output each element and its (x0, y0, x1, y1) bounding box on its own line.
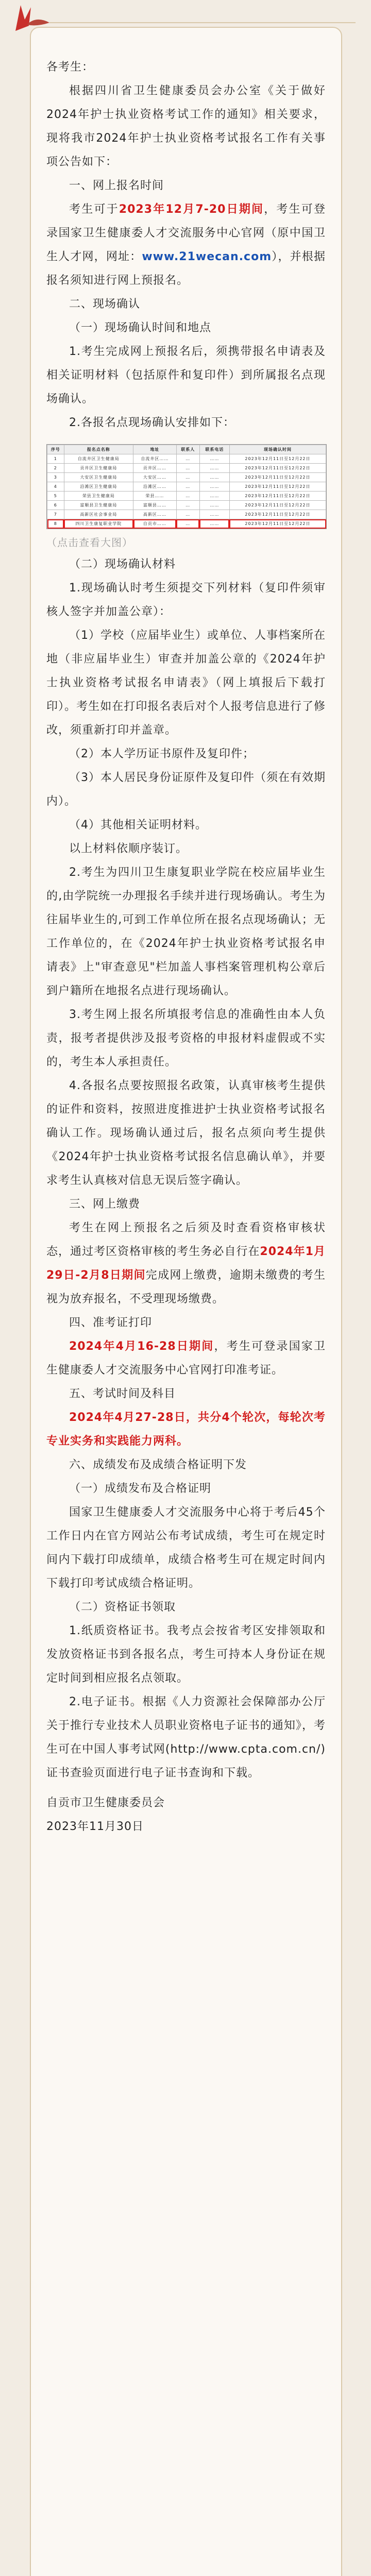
table-cell: 7 (47, 510, 64, 519)
table-cell: 沿滩区…… (133, 482, 177, 492)
section3-body (46, 1216, 326, 1311)
table-cell: …… (199, 454, 229, 464)
table-cell: … (176, 501, 199, 510)
table-row (47, 473, 326, 482)
table-header-cell: 序号 (47, 445, 64, 454)
section4-body (46, 1335, 326, 1382)
text: ，考生可登录国家卫生健康委人才交流服务中心官网（原中国卫生人才网，网址： (46, 203, 326, 263)
table-cell: 6 (47, 501, 64, 510)
text: 完成网上缴费，逾期未缴费的考生视为放弃报名，不受理现场缴费。 (46, 1269, 326, 1306)
section2-2-para1: 1.现场确认时考生须提交下列材料（复印件须审核人签字并加盖公章）： (46, 582, 326, 618)
section2-2-para8: 3.考生网上报名所填报考信息的准确性由本人负责，报考者提供涉及报考资格的申报材料虚假或不实的，考生本人承担责任。 (46, 1008, 326, 1069)
section6-2-title: （二）资格证书领取 (69, 1601, 176, 1614)
table-row (47, 454, 326, 464)
table-cell: … (176, 519, 199, 529)
signature-org: 自贡市卫生健康委员会 (46, 1797, 165, 1809)
salutation: 各考生： (46, 61, 94, 74)
section2-2-title: （二）现场确认材料 (69, 558, 176, 571)
table-header-cell: 地址 (133, 445, 177, 454)
table-cell: 自流井区卫生健康局 (64, 454, 133, 464)
table-cell: … (176, 464, 199, 473)
notice-content (46, 56, 326, 1839)
table-cell: 荣县卫生健康局 (64, 492, 133, 501)
table-cell: 5 (47, 492, 64, 501)
admission-ticket-date: 2024年4月16-28日期间 (69, 1340, 214, 1353)
table-cell: …… (199, 473, 229, 482)
section1-body (46, 198, 326, 293)
table-cell: 贡井区卫生健康局 (64, 464, 133, 473)
section2-1-para1: 1.考生完成网上预报名后，须携带报名申请表及相关证明材料（包括原件和复印件）到所属报名点现场确认。 (46, 345, 326, 405)
table-cell: 自流井区…… (133, 454, 177, 464)
table-cell: 2023年12月11日至12月22日 (229, 482, 326, 492)
table-cell: …… (199, 464, 229, 473)
registration-date: 2023年12月7-20日期间 (119, 203, 264, 216)
table-cell: 2023年12月11日至12月22日 (229, 492, 326, 501)
section5-body: 2024年4月27-28日，共分4个轮次，每轮次考专业实务和实践能力两科。 (46, 1411, 326, 1448)
table-row (47, 482, 326, 492)
table-cell: 2023年12月11日至12月22日 (229, 454, 326, 464)
table-header-cell: 报名点名称 (64, 445, 133, 454)
table-header-row (47, 445, 326, 454)
section2-2-para4: （3）本人居民身份证原件及复印件（须在有效期内）。 (46, 771, 326, 808)
table-cell: …… (199, 501, 229, 510)
table-cell: 富顺县…… (133, 501, 177, 510)
signature-date: 2023年11月30日 (46, 1820, 144, 1833)
table-cell: 2023年12月11日至12月22日 (229, 501, 326, 510)
section4-title: 四、准考证打印 (69, 1316, 153, 1329)
section2-2-para2: （1）学校（应届毕业生）或单位、人事档案所在地（非应届毕业生）审查并加盖公章的《2024年护士执业资格考试报名申请表》（网上填报后下载打印）。考生如在打印报名表后对个人报考信息进行了修改，须重新打印并盖章。 (46, 629, 326, 737)
table-cell: 大安区…… (133, 473, 177, 482)
table-row (47, 501, 326, 510)
section6-2-para1: 1.纸质资格证书。我考点会按省考区安排领取和发放资格证书到各报名点，考生可持本人身份证在规定时间到相应报名点领取。 (46, 1624, 326, 1685)
table-cell: …… (199, 482, 229, 492)
table-cell: 3 (47, 473, 64, 482)
section3-title: 三、网上缴费 (69, 1198, 141, 1211)
section6-title: 六、成绩发布及成绩合格证明下发 (69, 1459, 247, 1471)
table-body (47, 454, 326, 529)
table-cell: 4 (47, 482, 64, 492)
section2-2-para3: （2）本人学历证书原件及复印件； (69, 748, 255, 760)
table-row (47, 510, 326, 519)
table-row (47, 464, 326, 473)
section2-2-para6: 以上材料依顺序装订。 (69, 842, 188, 855)
table-cell: …… (199, 519, 229, 529)
section2-2-para7: 2.考生为四川卫生康复职业学院在校应届毕业生的,由学院统一办理报名手续并进行现场确认。考生为往届毕业生的,可到工作单位所在报名点现场确认；无工作单位的，在《2024年护士执业资格考试报名申请表》上"审查意见"栏加盖人事档案管理机构公章后到户籍所在地报名点进行现场确认。 (46, 866, 326, 997)
section2-title: 二、现场确认 (69, 298, 141, 311)
table-cell: 大安区卫生健康局 (64, 473, 133, 482)
table-cell: 高新区…… (133, 510, 177, 519)
section6-1-body: 国家卫生健康委人才交流服务中心将于考后45个工作日内在官方网站公布考试成绩，考生可在规定时间内下载打印成绩单，成绩合格考生可在规定时间内下载打印考试成绩合格证明。 (46, 1506, 326, 1590)
intro-paragraph: 根据四川省卫生健康委员会办公室《关于做好2024年护士执业资格考试工作的通知》相关要求，现将我市2024年护士执业资格考试报名工作有关事项公告如下： (46, 84, 326, 168)
table-cell: … (176, 473, 199, 482)
table-cell: 2 (47, 464, 64, 473)
text: 考生可于 (69, 203, 119, 216)
text: ），并根据报名须知进行网上预报名。 (46, 250, 326, 287)
table-caption[interactable]: （点击查看大图） (46, 536, 133, 549)
table-cell: 2023年12月11日至12月22日 (229, 464, 326, 473)
table-cell: 2023年12月11日至12月22日 (229, 473, 326, 482)
text: 考生在网上预报名之后须及时查看资格审核状态，通过考区资格审核的考生务必自行在 (46, 1222, 326, 1258)
section2-2-para9: 4.各报名点要按照报名政策，认真审核考生提供的证件和资料，按照进度推进护士执业资格考试报名确认工作。现场确认通过后，报名点须向考生提供《2024年护士执业资格考试报名信息确认单》，并要求考生认真核对信息无误后签字确认。 (46, 1079, 326, 1187)
table-cell: …… (199, 510, 229, 519)
section6-1-title: （一）成绩发布及合格证明 (69, 1482, 212, 1495)
payment-date: 2024年1月29日-2月8日期间 (46, 1245, 326, 1282)
section5-title: 五、考试时间及科目 (69, 1387, 176, 1400)
table-cell: 荣县…… (133, 492, 177, 501)
text: ，考生可登录国家卫生健康委人才交流服务中心官网打印准考证。 (46, 1340, 326, 1377)
schedule-table-image[interactable] (46, 444, 327, 529)
table-cell: 2023年12月11日至12月22日 (229, 510, 326, 519)
table-header-cell: 现场确认时间 (229, 445, 326, 454)
table-row (47, 492, 326, 501)
table-cell: 贡井区…… (133, 464, 177, 473)
section2-1-para2: 2.各报名点现场确认安排如下： (69, 416, 235, 429)
table-cell: 自贡市…… (133, 519, 177, 529)
table-cell: … (176, 510, 199, 519)
table-cell: … (176, 482, 199, 492)
website-link[interactable]: www.21wecan.com (142, 250, 272, 263)
table-cell: …… (199, 492, 229, 501)
table-cell: 高新区社会事业局 (64, 510, 133, 519)
table-row (47, 519, 326, 529)
section1-title: 一、网上报名时间 (69, 179, 164, 192)
schedule-table (47, 445, 326, 529)
table-cell: 1 (47, 454, 64, 464)
table-cell: 四川卫生康复职业学院 (64, 519, 133, 529)
section2-2-para5: （4）其他相关证明材料。 (69, 819, 207, 832)
table-cell: … (176, 454, 199, 464)
section2-1-title: （一）现场确认时间和地点 (69, 321, 212, 334)
table-cell: 沿滩区卫生健康局 (64, 482, 133, 492)
table-header-cell: 联系电话 (199, 445, 229, 454)
table-cell: … (176, 492, 199, 501)
section6-2-para2: 2.电子证书。根据《人力资源社会保障部办公厅关于推行专业技术人员职业资格电子证书的通知》，考生可在中国人事考试网(http://www.cpta.com.cn/)证书查验页面进行电子证书查询和下载。 (46, 1696, 326, 1780)
table-cell: 富顺县卫生健康局 (64, 501, 133, 510)
table-cell: 2023年12月11日至12月22日 (229, 519, 326, 529)
table-header-cell: 联系人 (176, 445, 199, 454)
table-cell: 8 (47, 519, 64, 529)
